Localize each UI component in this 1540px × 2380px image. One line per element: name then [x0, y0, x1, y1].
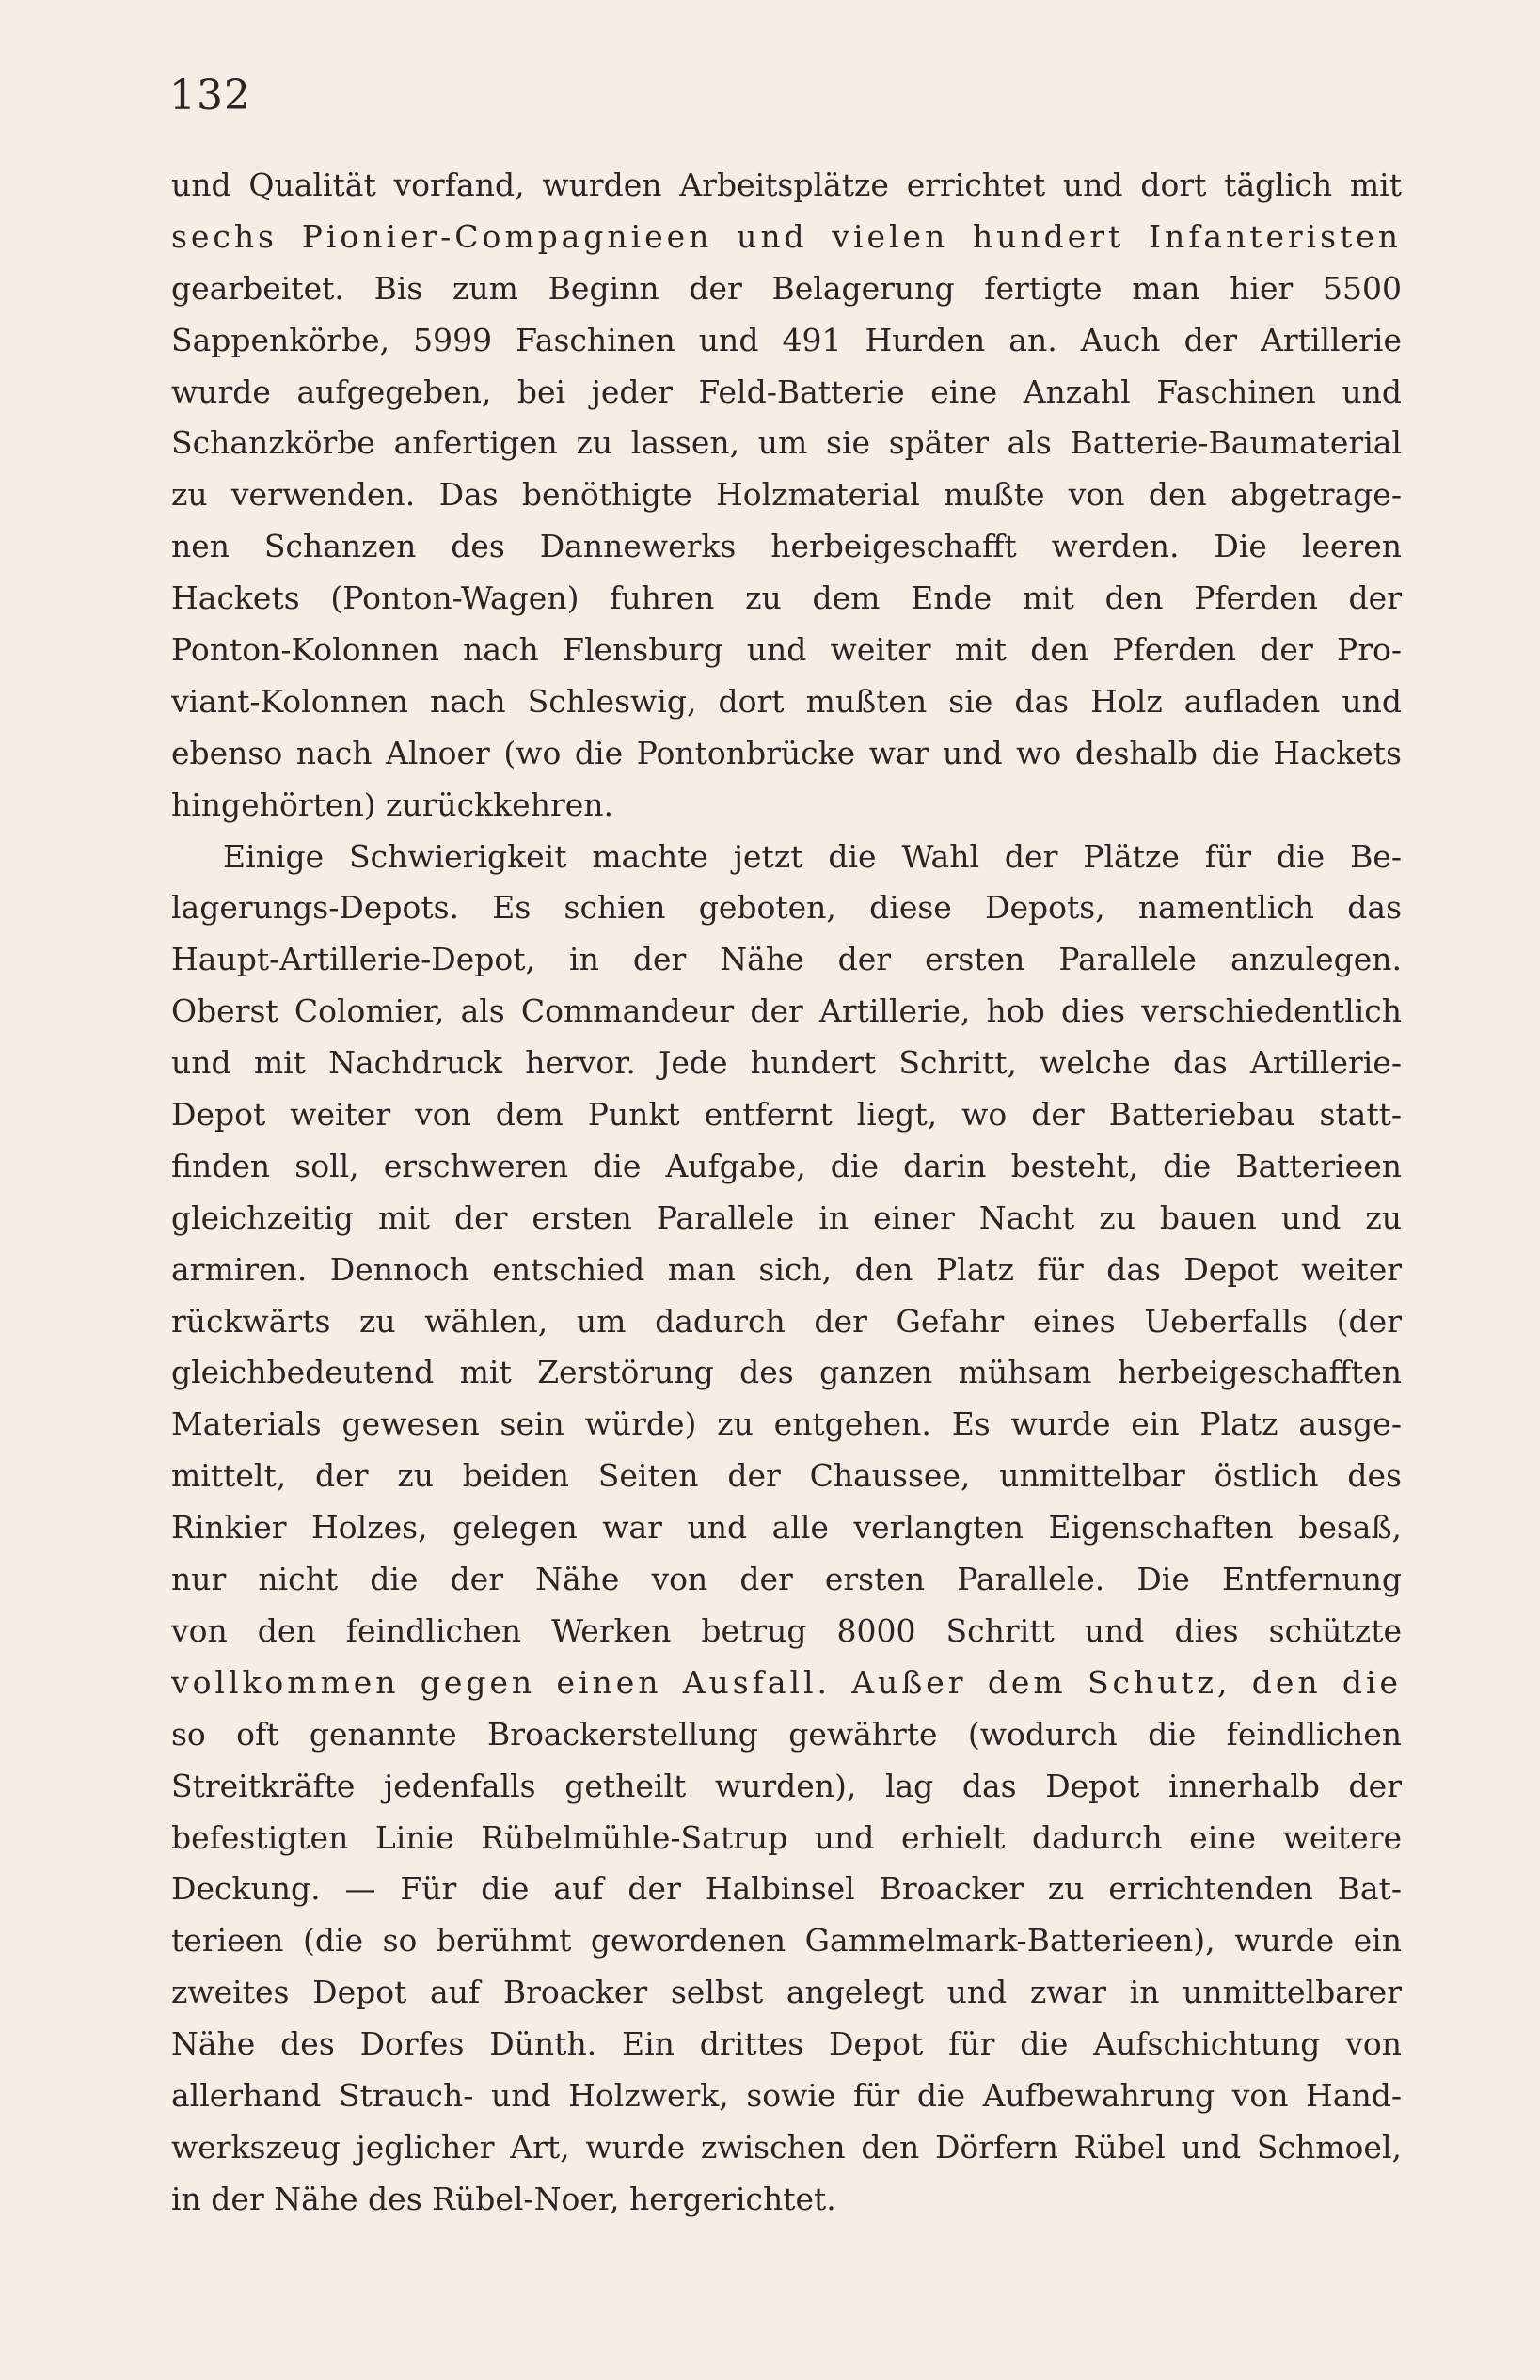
text-line: nen Schanzen des Dannewerks herbeigeschafft werden. Die leeren [171, 528, 1402, 565]
text-line: Hackets (Ponton-Wagen) fuhren zu dem Ende mit den Pferden der [171, 579, 1402, 617]
text-line: und mit Nachdruck hervor. Jede hundert Schritt, welche das Artillerie- [171, 1044, 1402, 1082]
paragraph [171, 832, 1402, 2226]
text-line: Haupt-Artillerie-Depot, in der Nähe der ersten Parallele anzulegen. [171, 941, 1402, 978]
text-line: in der Nähe des Rübel-Noer, hergerichtet. [171, 2180, 836, 2217]
text-line: vollkommen gegen einen Ausfall. Außer dem Schutz, den die [171, 1663, 1402, 1701]
text-line: nur nicht die der Nähe von der ersten Parallele. Die Entfernung [171, 1561, 1402, 1598]
text-line: und Qualität vorfand, wurden Arbeitsplätze errichtet und dort täglich mit [171, 167, 1402, 203]
text-line: allerhand Strauch- und Holzwerk, sowie für die Aufbewahrung von Hand- [171, 2076, 1402, 2114]
text-line: gleichzeitig mit der ersten Parallele in einer Nacht zu bauen und zu [171, 1198, 1402, 1236]
text-line: Oberst Colomier, als Commandeur der Artillerie, hob dies verschiedentlich [171, 992, 1402, 1030]
text-line: so oft genannte Broackerstellung gewährte (wodurch die feindlichen [171, 1715, 1402, 1753]
body-text [171, 160, 1402, 2226]
text-line: von den feindlichen Werken betrug 8000 Schritt und dies schützte [171, 1611, 1402, 1649]
text-line: Einige Schwierigkeit machte jetzt die Wahl der Plätze für die Be- [223, 837, 1402, 875]
text-line: zweites Depot auf Broacker selbst angelegt und zwar in unmittelbarer [171, 1974, 1402, 2011]
text-line: Depot weiter von dem Punkt entfernt liegt, wo der Batteriebau statt- [171, 1096, 1402, 1134]
text-line: Nähe des Dorfes Dünth. Ein drittes Depot für die Aufschichtung von [171, 2025, 1402, 2063]
text-line: lagerungs-Depots. Es schien geboten, diese Depots, namentlich das [171, 889, 1402, 927]
text-line: rückwärts zu wählen, um dadurch der Gefahr eines Ueberfalls (der [171, 1302, 1402, 1340]
paragraph [171, 160, 1402, 832]
page-number: 132 [169, 71, 251, 119]
text-line: armiren. Dennoch entschied man sich, den Platz für das Depot weiter [171, 1250, 1402, 1288]
text-line: Materials gewesen sein würde) zu entgehen. Es wurde ein Platz ausge- [171, 1405, 1402, 1443]
text-line: Deckung. — Für die auf der Halbinsel Broacker zu errichtenden Bat- [171, 1870, 1402, 1908]
text-line: terieen (die so berühmt gewordenen Gammelmark-Batterieen), wurde ein [171, 1922, 1402, 1960]
text-line: hingehörten) zurückkehren. [171, 785, 613, 823]
text-line: gearbeitet. Bis zum Beginn der Belagerung fertigte man hier 5500 [171, 269, 1402, 307]
text-line: sechs Pionier-Compagnieen und vielen hundert Infanteristen [171, 217, 1402, 255]
text-line: finden soll, erschweren die Aufgabe, die darin besteht, die Batterieen [171, 1147, 1402, 1184]
text-line: wurde aufgegeben, bei jeder Feld-Batterie eine Anzahl Faschinen und [171, 373, 1402, 410]
text-line: gleichbedeutend mit Zerstörung des ganzen mühsam herbeigeschafften [171, 1354, 1402, 1391]
text-line: befestigten Linie Rübelmühle-Satrup und erhielt dadurch eine weitere [171, 1818, 1402, 1856]
text-line: Streitkräfte jedenfalls getheilt wurden), lag das Depot innerhalb der [171, 1767, 1402, 1804]
text-line: Schanzkörbe anfertigen zu lassen, um sie später als Batterie-Baumaterial [171, 424, 1402, 462]
text-line: ebenso nach Alnoer (wo die Pontonbrücke war und wo deshalb die Hackets [171, 734, 1402, 771]
text-line: zu verwenden. Das benöthigte Holzmaterial mußte von den abgetrage- [171, 476, 1402, 514]
text-line: Sappenkörbe, 5999 Faschinen und 491 Hurden an. Auch der Artillerie [171, 321, 1402, 358]
text-line: Ponton-Kolonnen nach Flensburg und weiter mit den Pferden der Pro- [171, 631, 1402, 669]
text-line: mittelt, der zu beiden Seiten der Chaussee, unmittelbar östlich des [171, 1457, 1402, 1495]
text-line: viant-Kolonnen nach Schleswig, dort mußten sie das Holz aufladen und [171, 682, 1402, 720]
text-line: werkszeug jeglicher Art, wurde zwischen den Dörfern Rübel und Schmoel, [171, 2128, 1402, 2166]
text-line: Rinkier Holzes, gelegen war und alle verlangten Eigenschaften besaß, [171, 1509, 1402, 1547]
